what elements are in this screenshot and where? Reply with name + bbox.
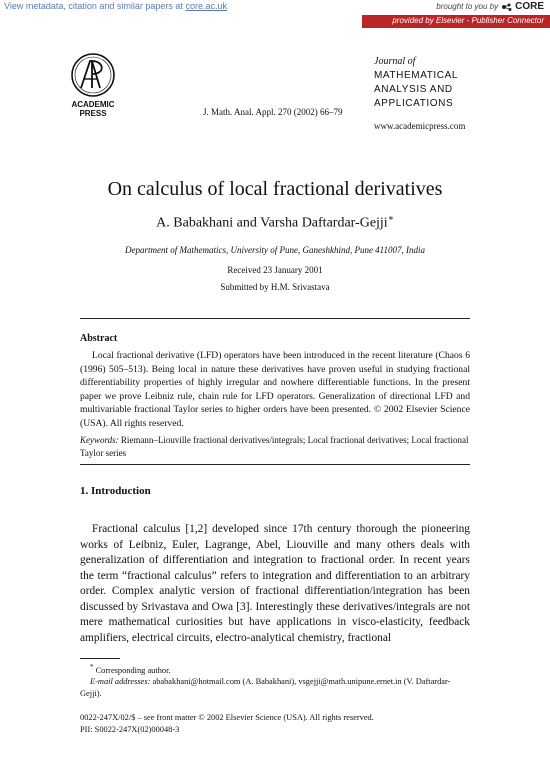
journal-name-line-2: ANALYSIS AND [374,84,453,95]
abstract-bottom-rule [80,464,470,465]
journal-name [374,69,458,111]
provider-bar[interactable] [362,15,550,28]
provider-text: provided by Elsevier - Publisher Connector [392,16,544,25]
paper-title: On calculus of local fractional derivatives [107,178,443,200]
journal-url[interactable]: www.academicpress.com [374,121,466,131]
core-metadata-text: View metadata, citation and similar papers at [4,1,186,11]
abstract-text: Local fractional derivative (LFD) operators have been introduced in the recent literature (Chaos 6 (1996) 505–513). Being local in nature these derivatives have proven useful in studying fractional differentiability properties of highly irregular and nowhere differentiable functions. In the present paper we prove Leibniz rule, chain rule for LFD operators. Generalization of directional LFD and multivariable fractional Taylor series to higher orders have been presented. © 2002 Elsevier Science (USA). All rights reserved. [80,350,470,429]
abstract-top-rule [80,318,470,319]
copyright-line: 0022-247X/02/$ – see front matter © 2002 Elsevier Science (USA). All rights reserved. [80,713,374,722]
introduction-text: Fractional calculus [1,2] developed since 17th century thorough the pioneering works of Leibniz, Euler, Lagrange, Abel, Liouville and many others deals with generalization of differentiation and integration to fractional order. In recent years the term “fractional calculus” refers to integration and differentiation to an arbitrary order. Complex analytic version of fractional differentiation/integration has been discussed by Srivastava and Owa [3]. Interestingly these derivatives/integrals are not mere mathematical curiosities but have applications in visco-elasticity, feedback amplifiers, electrical circuits, electro-analytical chemistry, fractional [80,523,470,644]
brought-by-text: brought to you by [436,2,499,11]
pii-line: PII: S0022-247X(02)00048-3 [80,724,180,734]
footnote-mark: * [90,663,94,671]
journal-of-label: Journal of [374,56,416,67]
core-mark-icon [501,2,513,12]
author-names: A. Babakhani and Varsha Daftardar-Gejji [156,215,388,231]
journal-name-line-3: APPLICATIONS [374,98,454,109]
core-brand-text: CORE [515,1,544,12]
section-heading: 1. Introduction [80,485,151,497]
core-logo [501,1,544,12]
publisher-line-1: ACADEMIC [71,100,115,109]
affiliation: Department of Mathematics, University of Pune, Ganeshkhind, Pune 411007, India [124,245,426,255]
submitted-by: Submitted by H.M. Srivastava [220,282,330,292]
copyright-block [80,712,470,735]
keywords-label: Keywords: [80,435,119,445]
publisher-name [62,100,124,118]
footnote [80,662,470,699]
core-banner [0,0,550,14]
paper-authors [0,213,550,232]
email-label: E-mail addresses: [90,677,151,687]
core-ac-uk-link[interactable]: core.ac.uk [185,1,227,11]
received-date: Received 23 January 2001 [227,265,323,275]
abstract-heading: Abstract [80,333,118,344]
publisher-line-2: PRESS [79,109,107,118]
journal-name-line-1: MATHEMATICAL [374,70,459,81]
footnote-emails [80,676,150,688]
email-text: ababakhani@hotmail.com (A. Babakhani), vsgejji@math.unipune.ernet.in (V. Daftardar-Gejji). [80,677,451,698]
footnote-corresponding [80,662,171,676]
footnote-rule [80,658,120,659]
keywords [80,434,470,459]
core-metadata-link[interactable] [4,1,227,11]
core-brought-by[interactable] [436,1,544,12]
academic-press-logo-icon [70,52,116,98]
corresponding-author-mark[interactable]: ∗ [387,213,394,223]
footnote-corresponding-text: Corresponding author. [93,665,171,675]
keywords-text: Riemann–Liouville fractional derivatives/integrals; Local fractional derivatives; Local fractional Taylor series [80,435,469,458]
journal-citation: J. Math. Anal. Appl. 270 (2002) 66–79 [203,107,343,117]
